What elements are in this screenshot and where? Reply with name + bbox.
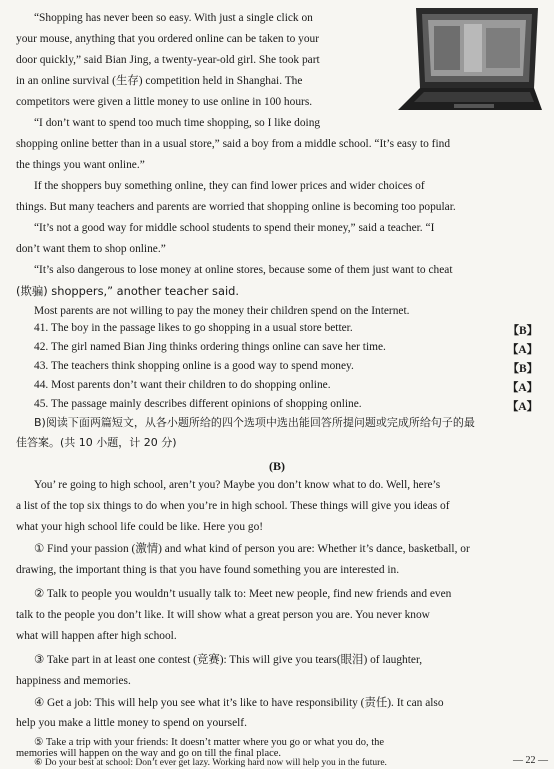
para5-line2: (欺骗) shoppers,” another teacher said. <box>16 284 239 298</box>
para4-line1: “It’s not a good way for middle school students to spend their money,” said a teacher. “I <box>34 222 435 234</box>
para2-line2: shopping online better than in a usual store,” said a boy from a middle school. “It’s easy to find <box>16 138 451 150</box>
para1-line4: in an online survival (生存) competition held in Shanghai. The <box>16 75 303 87</box>
question-42: 42. The girl named Bian Jing thinks ordering things online can save her time. <box>34 341 386 353</box>
intro-line1: You’ re going to high school, aren’t you? Maybe you don’t know what to do. Well, here’s <box>34 479 441 491</box>
page-number: — 22 — <box>513 755 548 766</box>
para6-line1: Most parents are not willing to pay the money their children spend on the Internet. <box>34 305 410 317</box>
question-44: 44. Most parents don’t want their children to do shopping online. <box>34 379 331 391</box>
answer-41: 【B】 <box>507 325 538 337</box>
para2-line1: “I don’t want to spend too much time shopping, so I like doing <box>34 117 321 129</box>
question-41: 41. The boy in the passage likes to go shopping in a usual store better. <box>34 322 353 334</box>
item2-line1: ② Talk to people you wouldn’t usually talk to: Meet new people, find new friends and even <box>34 588 452 600</box>
laptop-illustration <box>394 6 544 118</box>
answer-42: 【A】 <box>506 344 538 356</box>
item3-line1: ③ Take part in at least one contest (竞赛): This will give you tears(眼泪) of laughter, <box>34 654 423 666</box>
answer-43: 【B】 <box>507 363 538 375</box>
para1-line3: door quickly,” said Bian Jing, a twenty-year-old girl. She took part <box>16 54 320 66</box>
para3-line1: If the shoppers buy something online, they can find lower prices and wider choices of <box>34 180 425 192</box>
intro-line2: a list of the top six things to do when you’re in high school. These things will give you ideas of <box>16 500 450 512</box>
item2-line3: what will happen after high school. <box>16 630 177 642</box>
answer-45: 【A】 <box>506 401 538 413</box>
instructions-line2: 佳答案。(共 10 小题，计 20 分) <box>16 436 177 449</box>
intro-line3: what your high school life could be like. Here you go! <box>16 521 264 533</box>
question-45: 45. The passage mainly describes different opinions of shopping online. <box>34 398 362 410</box>
item1-line2: drawing, the important thing is that you have found something you are interested in. <box>16 564 400 576</box>
item5-line1: ⑤ Take a trip with your friends: It doesn’t matter where you go or what you do, the <box>34 737 385 748</box>
item4-line1: ④ Get a job: This will help you see what it’s like to have responsibility (责任). It can also <box>34 697 444 709</box>
item5-line2: memories will happen on the way and go on till the final place. <box>16 748 282 759</box>
para1-line2: your mouse, anything that you ordered online can be taken to your <box>16 33 320 45</box>
para2-line3: the things you want online.” <box>16 159 145 171</box>
section-b-title: (B) <box>269 459 285 473</box>
para4-line2: don’t want them to shop online.” <box>16 243 166 255</box>
para1-line5: competitors were given a little money to use online in 100 hours. <box>16 96 313 108</box>
item2-line2: talk to the people you don’t like. It will show what a great person you are. You never know <box>16 609 430 621</box>
question-43: 43. The teachers think shopping online is a good way to spend money. <box>34 360 354 372</box>
instructions-line1: B)阅读下面两篇短文，从各小题所给的四个选项中选出能回答所提问题或完成所给句子的最 <box>34 416 475 429</box>
para5-line1: “It’s also dangerous to lose money at online stores, because some of them just want to cheat <box>34 264 453 276</box>
para1-line1: “Shopping has never been so easy. With just a single click on <box>34 12 313 24</box>
answer-44: 【A】 <box>506 382 538 394</box>
para3-line2: things. But many teachers and parents are worried that shopping online is becoming too popular. <box>16 201 456 213</box>
item1-line1: ① Find your passion (激情) and what kind of person you are: Whether it’s dance, basketball, or <box>34 543 470 555</box>
item4-line2: help you make a little money to spend on yourself. <box>16 717 247 729</box>
item6-line1: ⑥ Do your best at school: Don’t ever get lazy. Working hard now will help you in the future. <box>34 758 387 768</box>
item3-line2: happiness and memories. <box>16 675 131 687</box>
